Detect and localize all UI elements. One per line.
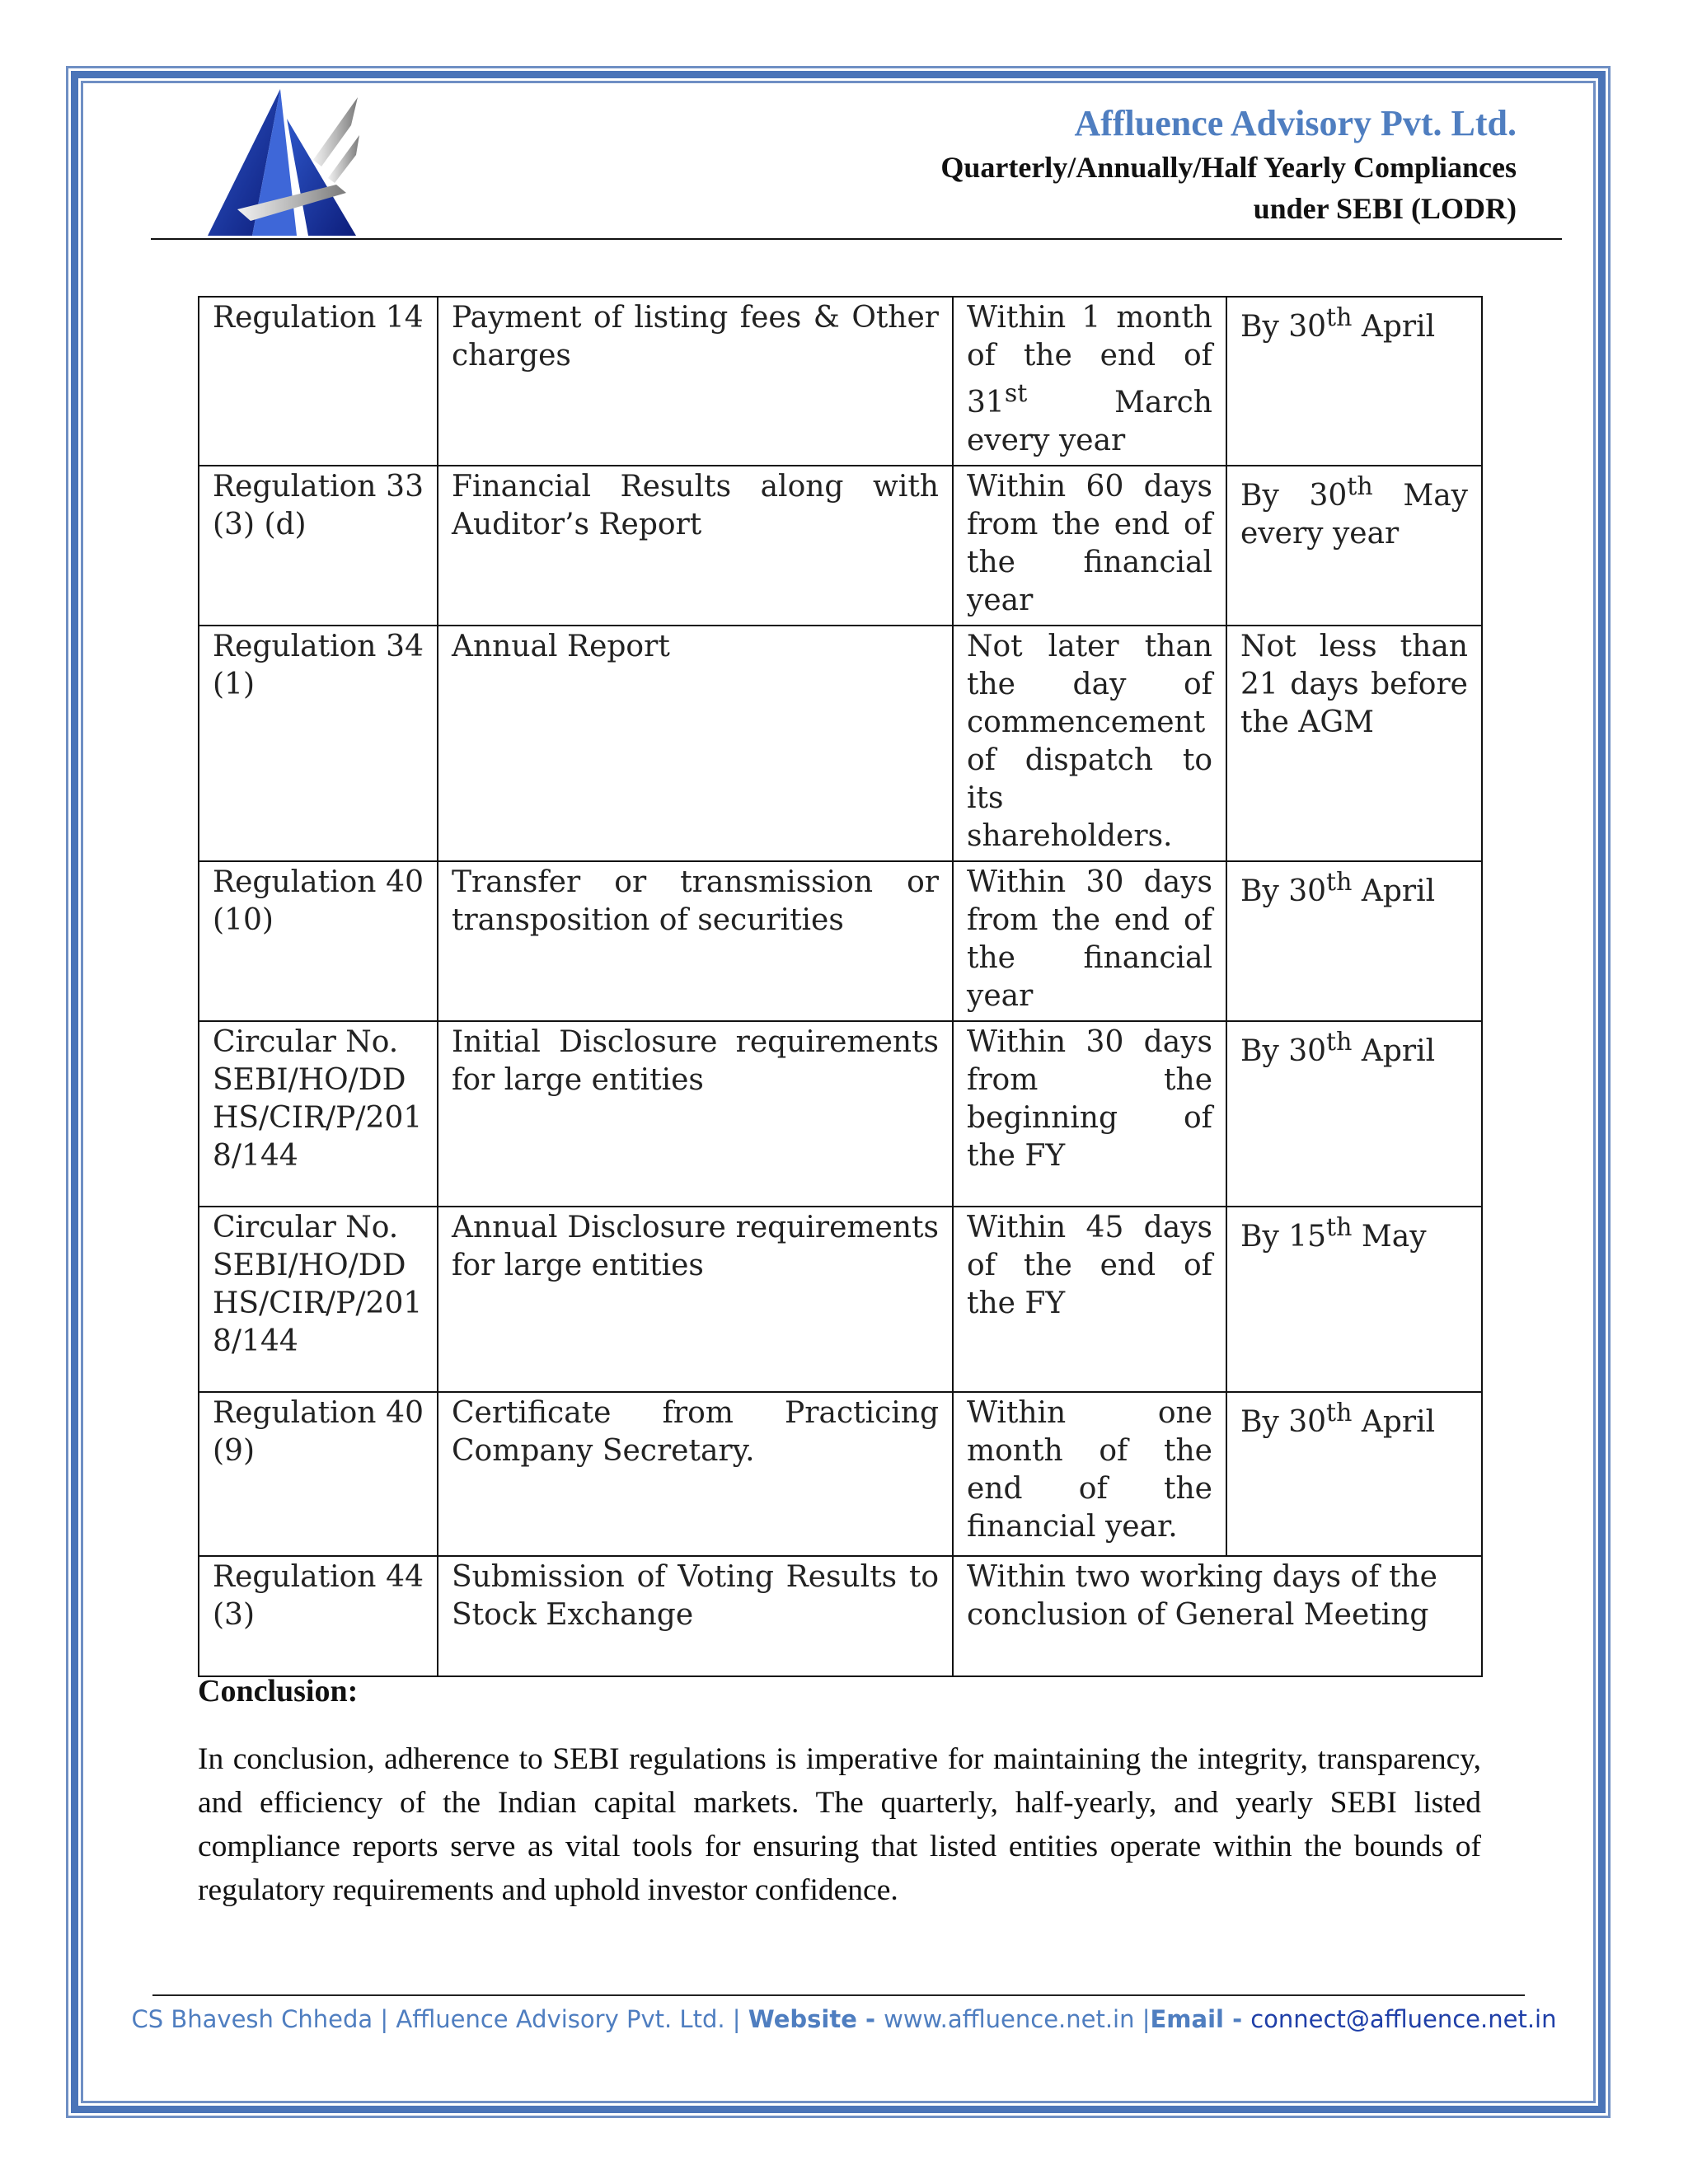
particulars-cell: Payment of listing fees & Other charges	[438, 297, 953, 466]
website-label: Website -	[748, 2005, 884, 2033]
table-row	[199, 1556, 1482, 1676]
document-title-line2: under SEBI (LODR)	[1253, 192, 1517, 225]
document-title	[775, 147, 1517, 229]
due-text: By 30	[1240, 874, 1327, 908]
ordinal-suffix: th	[1326, 1213, 1353, 1242]
due-text: April	[1352, 874, 1436, 908]
due-text: May every year	[1240, 479, 1469, 551]
due-text: April	[1352, 1034, 1436, 1068]
due-date-cell	[1226, 1207, 1482, 1392]
particulars-cell: Initial Disclosure requirements for large entities	[438, 1021, 953, 1207]
regulation-cell: Circular No. SEBI/HO/DDHS/CIR/P/2018/144	[199, 1207, 438, 1392]
particulars-cell: Submission of Voting Results to Stock Exchange	[438, 1556, 953, 1676]
particulars-cell: Transfer or transmission or transposition of securities	[438, 861, 953, 1021]
due-text: April	[1352, 310, 1436, 344]
document-title-line1: Quarterly/Annually/Half Yearly Compliances	[940, 151, 1517, 184]
due-date-cell	[1226, 1392, 1482, 1556]
due-date-cell	[1226, 861, 1482, 1021]
email-label: Email -	[1150, 2005, 1251, 2033]
due-text: May	[1352, 1220, 1427, 1254]
timeline-cell: Within 45 days of the end of the FY	[953, 1207, 1226, 1392]
timeline-cell	[953, 297, 1226, 466]
timeline-cell: Within one month of the end of the financial year.	[953, 1392, 1226, 1556]
footer-text: CS Bhavesh Chheda | Affluence Advisory Pvt. Ltd. |	[131, 2005, 748, 2033]
website-link[interactable]: www.affluence.net.in	[884, 2005, 1135, 2033]
header-rule	[151, 238, 1562, 240]
timeline-due-cell: Within two working days of the conclusion of General Meeting	[953, 1556, 1482, 1676]
due-text: By 30	[1240, 1034, 1327, 1068]
due-text: April	[1352, 1405, 1436, 1439]
regulation-cell: Regulation 14	[199, 297, 438, 466]
ordinal-suffix: th	[1326, 303, 1353, 332]
timeline-cell: Within 30 days from the beginning of the FY	[953, 1021, 1226, 1207]
triangle-a-logo-icon	[204, 86, 361, 237]
ordinal-suffix: th	[1326, 1399, 1353, 1427]
conclusion-heading: Conclusion:	[198, 1674, 359, 1708]
table-row	[199, 626, 1482, 861]
footer-rule	[152, 1994, 1525, 1996]
due-date-cell	[1226, 466, 1482, 626]
due-text: By 15	[1240, 1220, 1327, 1254]
due-date-cell	[1226, 297, 1482, 466]
table-row	[199, 1207, 1482, 1392]
regulation-cell: Regulation 33 (3) (d)	[199, 466, 438, 626]
timeline-cell: Within 30 days from the end of the financial year	[953, 861, 1226, 1021]
ordinal-suffix: th	[1347, 472, 1373, 501]
timeline-text: March every year	[967, 386, 1212, 457]
footer-separator: |	[1134, 2005, 1151, 2033]
particulars-cell: Financial Results along with Auditor’s Report	[438, 466, 953, 626]
regulation-cell: Regulation 40 (9)	[199, 1392, 438, 1556]
due-text: By 30	[1240, 479, 1348, 513]
due-text: By 30	[1240, 310, 1327, 344]
timeline-text: Within 1 month of the end of 31	[967, 301, 1212, 419]
email-link[interactable]: connect@affluence.net.in	[1250, 2005, 1557, 2033]
due-text: By 30	[1240, 1405, 1327, 1439]
table-row	[199, 1021, 1482, 1207]
ordinal-suffix: th	[1326, 1028, 1353, 1057]
ordinal-suffix: th	[1326, 868, 1353, 897]
ordinal-suffix: st	[1004, 379, 1028, 408]
particulars-cell: Annual Report	[438, 626, 953, 861]
table-row	[199, 297, 1482, 466]
company-name: Affluence Advisory Pvt. Ltd.	[1074, 103, 1517, 143]
table-row	[199, 861, 1482, 1021]
timeline-cell: Within 60 days from the end of the financial year	[953, 466, 1226, 626]
due-date-cell	[1226, 1021, 1482, 1207]
regulation-cell: Regulation 34 (1)	[199, 626, 438, 861]
conclusion-paragraph: In conclusion, adherence to SEBI regulations is imperative for maintaining the integrity, transparency, and efficiency of the Indian capital markets. The quarterly, half-yearly, and yearly SEBI listed compliance reports serve as vital tools for ensuring that listed entities operate within the bounds of regulatory requirements and uphold investor confidence.	[198, 1742, 1481, 1907]
regulation-cell: Circular No. SEBI/HO/DDHS/CIR/P/2018/144	[199, 1021, 438, 1207]
timeline-cell: Not later than the day of commencement of dispatch to its shareholders.	[953, 626, 1226, 861]
regulation-cell: Regulation 40 (10)	[199, 861, 438, 1021]
table-row	[199, 466, 1482, 626]
compliance-table	[198, 296, 1483, 1677]
footer	[0, 2005, 1688, 2033]
due-date-cell: Not less than 21 days before the AGM	[1226, 626, 1482, 861]
particulars-cell: Certificate from Practicing Company Secretary.	[438, 1392, 953, 1556]
regulation-cell: Regulation 44 (3)	[199, 1556, 438, 1676]
table-row	[199, 1392, 1482, 1556]
particulars-cell: Annual Disclosure requirements for large entities	[438, 1207, 953, 1392]
